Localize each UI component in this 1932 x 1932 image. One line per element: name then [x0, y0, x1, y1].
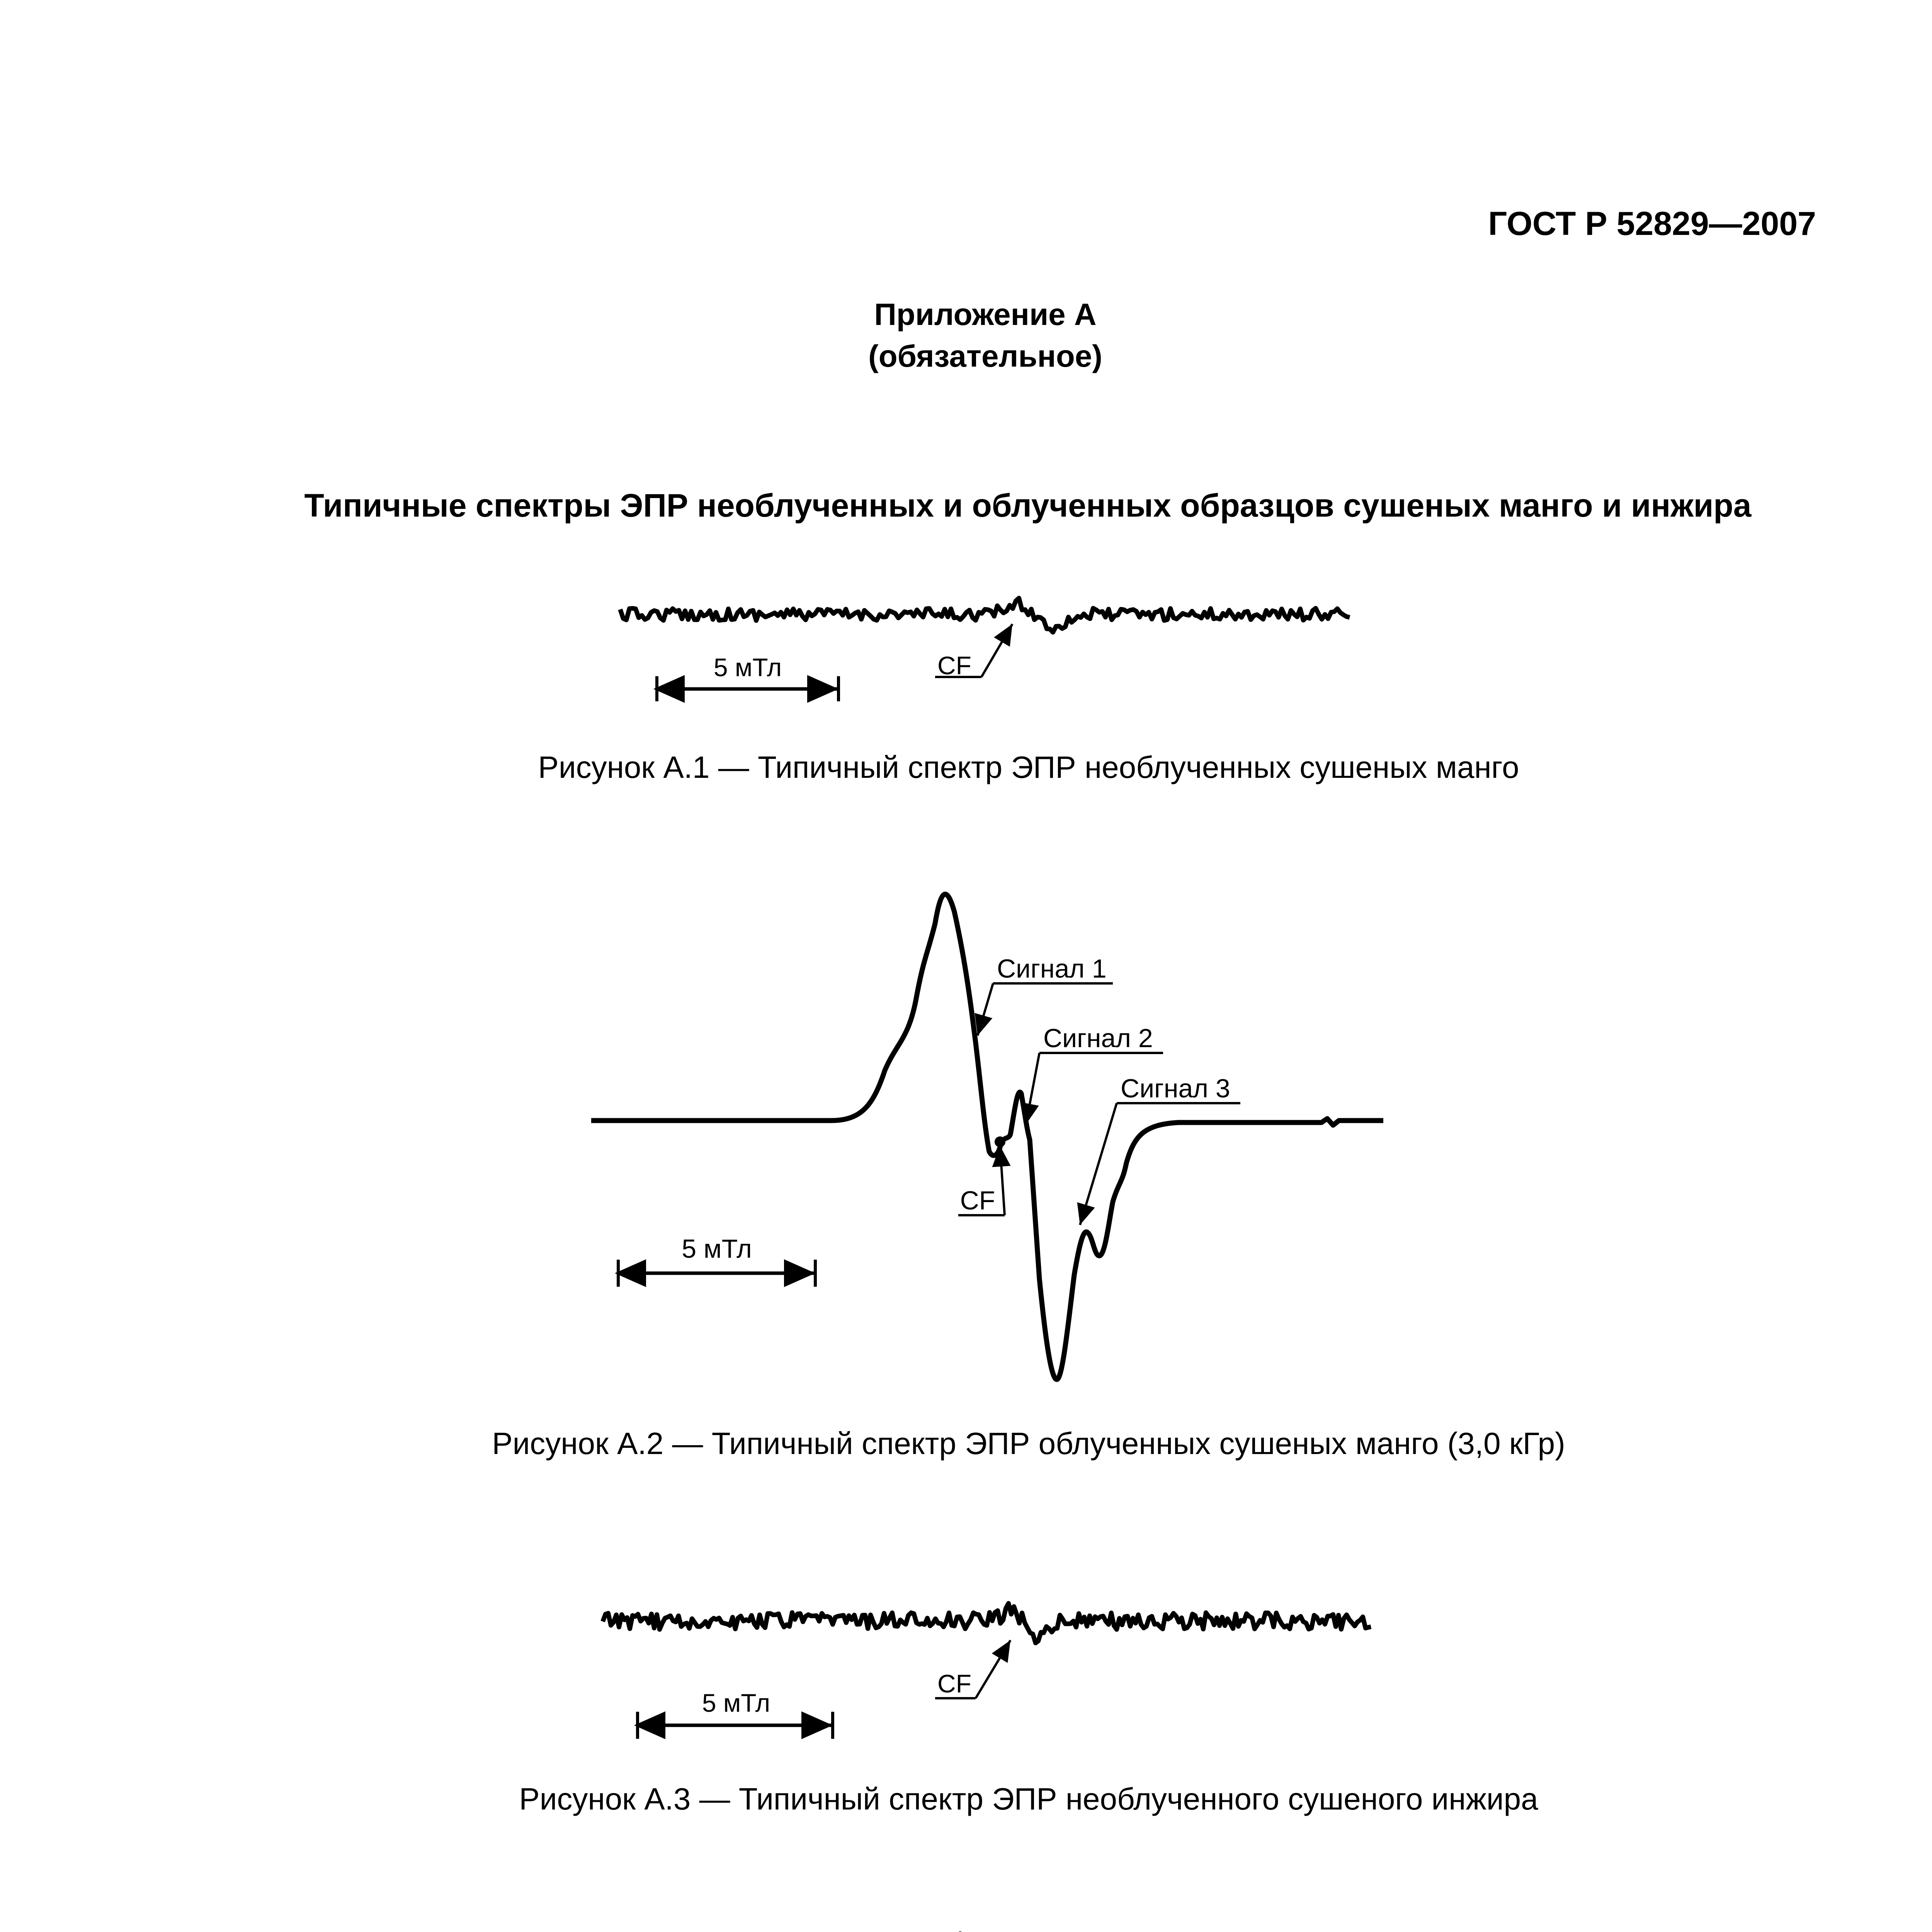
signal-3-label: Сигнал 3 [1121, 1074, 1230, 1103]
signal-1-pointer [978, 983, 993, 1036]
figure-a3-caption: Рисунок А.3 — Типичный спектр ЭПР необлученного сушеного инжира [519, 1782, 1538, 1816]
appendix-title: Приложение А [874, 297, 1097, 332]
cf-pointer [981, 624, 1012, 677]
cf-pointer [976, 1640, 1010, 1698]
cf-label: CF [960, 1186, 995, 1215]
spectrum-trace [620, 598, 1350, 632]
figure-a4-spectrum [0, 1917, 1932, 1932]
appendix-title-block [734, 294, 1236, 377]
figure-a2-caption: Рисунок А.2 — Типичный спектр ЭПР облученных сушеных манго (3,0 кГр) [492, 1426, 1565, 1461]
scale-label: 5 мТл [682, 1234, 752, 1264]
appendix-status: (обязательное) [868, 339, 1102, 373]
spectrum-trace [603, 1603, 1371, 1643]
figure-a2-spectrum [0, 869, 1932, 1403]
signal-2-pointer [1026, 1053, 1039, 1124]
standard-designation: ГОСТ Р 52829—2007 [1488, 205, 1816, 242]
scale-label: 5 мТл [713, 653, 782, 682]
figure-a1-caption: Рисунок А.1 — Типичный спектр ЭПР необлученных сушеных манго [538, 750, 1519, 784]
figure-a3-spectrum [0, 1577, 1932, 1747]
scale-label: 5 мТл [702, 1689, 770, 1717]
cf-label: CF [937, 1669, 971, 1698]
spectrum-trace [591, 894, 1383, 1379]
signal-1-label: Сигнал 1 [997, 954, 1107, 983]
section-heading: Типичные спектры ЭПР необлученных и облученных образцов сушеных манго и инжира [304, 487, 1752, 524]
cf-label: CF [937, 651, 971, 680]
signal-2-label: Сигнал 2 [1043, 1024, 1153, 1053]
cf-pointer [1000, 1146, 1005, 1215]
figure-a1-spectrum [0, 560, 1932, 723]
